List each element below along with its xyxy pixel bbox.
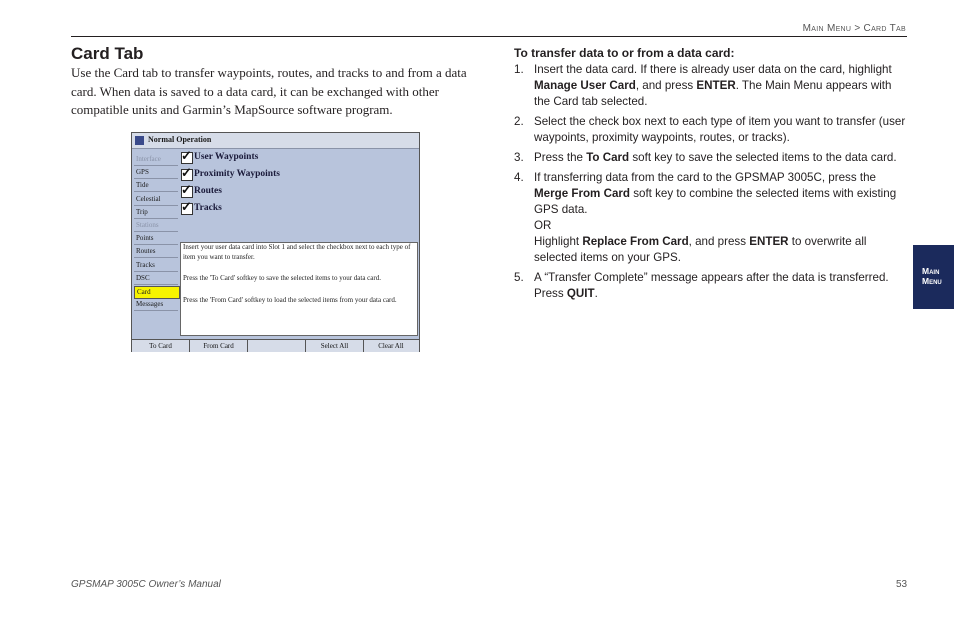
softkey-clear-all[interactable]: Clear All [378, 342, 404, 350]
menu-tab-card[interactable]: Card [134, 286, 180, 299]
checkbox-label: Routes [194, 186, 222, 196]
step-or: OR [534, 219, 552, 232]
bold-term: Replace From Card [582, 235, 689, 248]
menu-tab-tide[interactable]: Tide [134, 180, 178, 192]
checkmark-icon: ✓ [181, 199, 192, 214]
section-side-tab[interactable] [913, 245, 954, 309]
step-alt-text: Highlight Replace From Card, and press ENTER to overwrite all selected items on your GPS. [534, 235, 867, 264]
procedure-step [514, 270, 909, 302]
step-number: 5. [514, 271, 524, 284]
breadcrumb: Main Menu > Card Tab [802, 23, 906, 34]
device-screenshot [131, 132, 420, 352]
checkbox-row[interactable] [181, 148, 381, 165]
step-text: If transferring data from the card to the GPSMAP 3005C, press the Merge From Card soft key to combine the selected items with existing GPS data. [534, 171, 897, 216]
procedure-steps [514, 62, 909, 302]
checkbox-row[interactable] [181, 199, 381, 216]
bold-term: Manage User Card [534, 79, 636, 92]
softkey-to-card[interactable]: To Card [132, 340, 190, 352]
procedure-step [514, 150, 909, 166]
menu-tab-interface[interactable]: Interface [134, 154, 178, 166]
procedure-step [514, 114, 909, 146]
step-number: 4. [514, 171, 524, 184]
instruction-text: Press the 'To Card' softkey to save the selected items to your data card. [183, 274, 381, 282]
procedure-heading: To transfer data to or from a data card: [514, 46, 735, 60]
instruction-box [180, 242, 418, 336]
screen-header [132, 133, 419, 149]
menu-tab-celestial[interactable]: Celestial [134, 194, 178, 206]
bold-term: ENTER [696, 79, 736, 92]
screen-header-title: Normal Operation [148, 135, 212, 144]
checkmark-icon: ✓ [181, 165, 192, 180]
softkey-empty[interactable] [248, 340, 306, 352]
bold-term: To Card [586, 151, 630, 164]
side-tab-line1: Main [922, 266, 940, 276]
side-tab-line2: Menu [922, 276, 942, 286]
checkbox[interactable] [181, 199, 193, 215]
step-text: Press the To Card soft key to save the selected items to the data card. [534, 151, 897, 164]
header-rule [71, 36, 907, 37]
checkbox-label: User Waypoints [194, 152, 259, 162]
checkbox-label: Proximity Waypoints [194, 169, 280, 179]
checkbox[interactable] [181, 148, 193, 164]
bold-term: QUIT [566, 287, 595, 300]
instruction-text: Insert your user data card into Slot 1 and select the checkbox next to each type of item you want to transfer. [183, 243, 411, 261]
checkbox-row[interactable] [181, 182, 381, 199]
procedure-column [514, 45, 909, 306]
menu-tab-gps[interactable]: GPS [134, 167, 178, 179]
checkbox-label: Tracks [194, 203, 222, 213]
softkey-from-card[interactable]: From Card [190, 340, 248, 352]
page-title: Card Tab [71, 44, 144, 63]
menu-tab-routes[interactable]: Routes [134, 246, 178, 258]
footer-page-number: 53 [896, 579, 908, 590]
instruction-text: Press the 'From Card' softkey to load the selected items from your data card. [183, 295, 397, 304]
menu-tab-dsc[interactable]: DSC [134, 273, 178, 285]
menu-tab-messages[interactable]: Messages [134, 299, 178, 311]
intro-paragraph: Use the Card tab to transfer waypoints, routes, and tracks to and from a data card. When data is saved to a data card, it can be exchanged with other compatible units and Garmin’s MapSource software program. [71, 65, 467, 117]
operation-icon [135, 136, 144, 145]
checkbox-row[interactable] [181, 165, 381, 182]
softkey-bar [132, 339, 419, 352]
menu-tab-points[interactable]: Points [134, 233, 178, 245]
step-number: 3. [514, 151, 524, 164]
footer-manual-title: GPSMAP 3005C Owner’s Manual [71, 579, 221, 590]
checkbox[interactable] [181, 165, 193, 181]
menu-tab-trip[interactable]: Trip [134, 207, 178, 219]
screen-menu [134, 151, 178, 339]
step-text: A “Transfer Complete” message appears after the data is transferred. Press QUIT. [534, 271, 889, 300]
bold-term: Merge From Card [534, 187, 630, 200]
menu-tab-stations[interactable]: Stations [134, 220, 178, 232]
step-text: Insert the data card. If there is already user data on the card, highlight Manage User Card, and press ENTER. The Main Menu appears with the Card tab selected. [534, 63, 892, 108]
step-number: 1. [514, 63, 524, 76]
checkmark-icon: ✓ [181, 182, 192, 197]
checkmark-icon: ✓ [181, 148, 192, 163]
procedure-step [514, 62, 909, 110]
bold-term: ENTER [749, 235, 789, 248]
procedure-step [514, 170, 909, 266]
checkbox[interactable] [181, 182, 193, 198]
step-number: 2. [514, 115, 524, 128]
softkey-select-all[interactable]: Select All [306, 340, 364, 352]
step-text: Select the check box next to each type of item you want to transfer (user waypoints, proximity waypoints, routes, or tracks). [534, 115, 906, 144]
menu-tab-tracks[interactable]: Tracks [134, 260, 178, 272]
